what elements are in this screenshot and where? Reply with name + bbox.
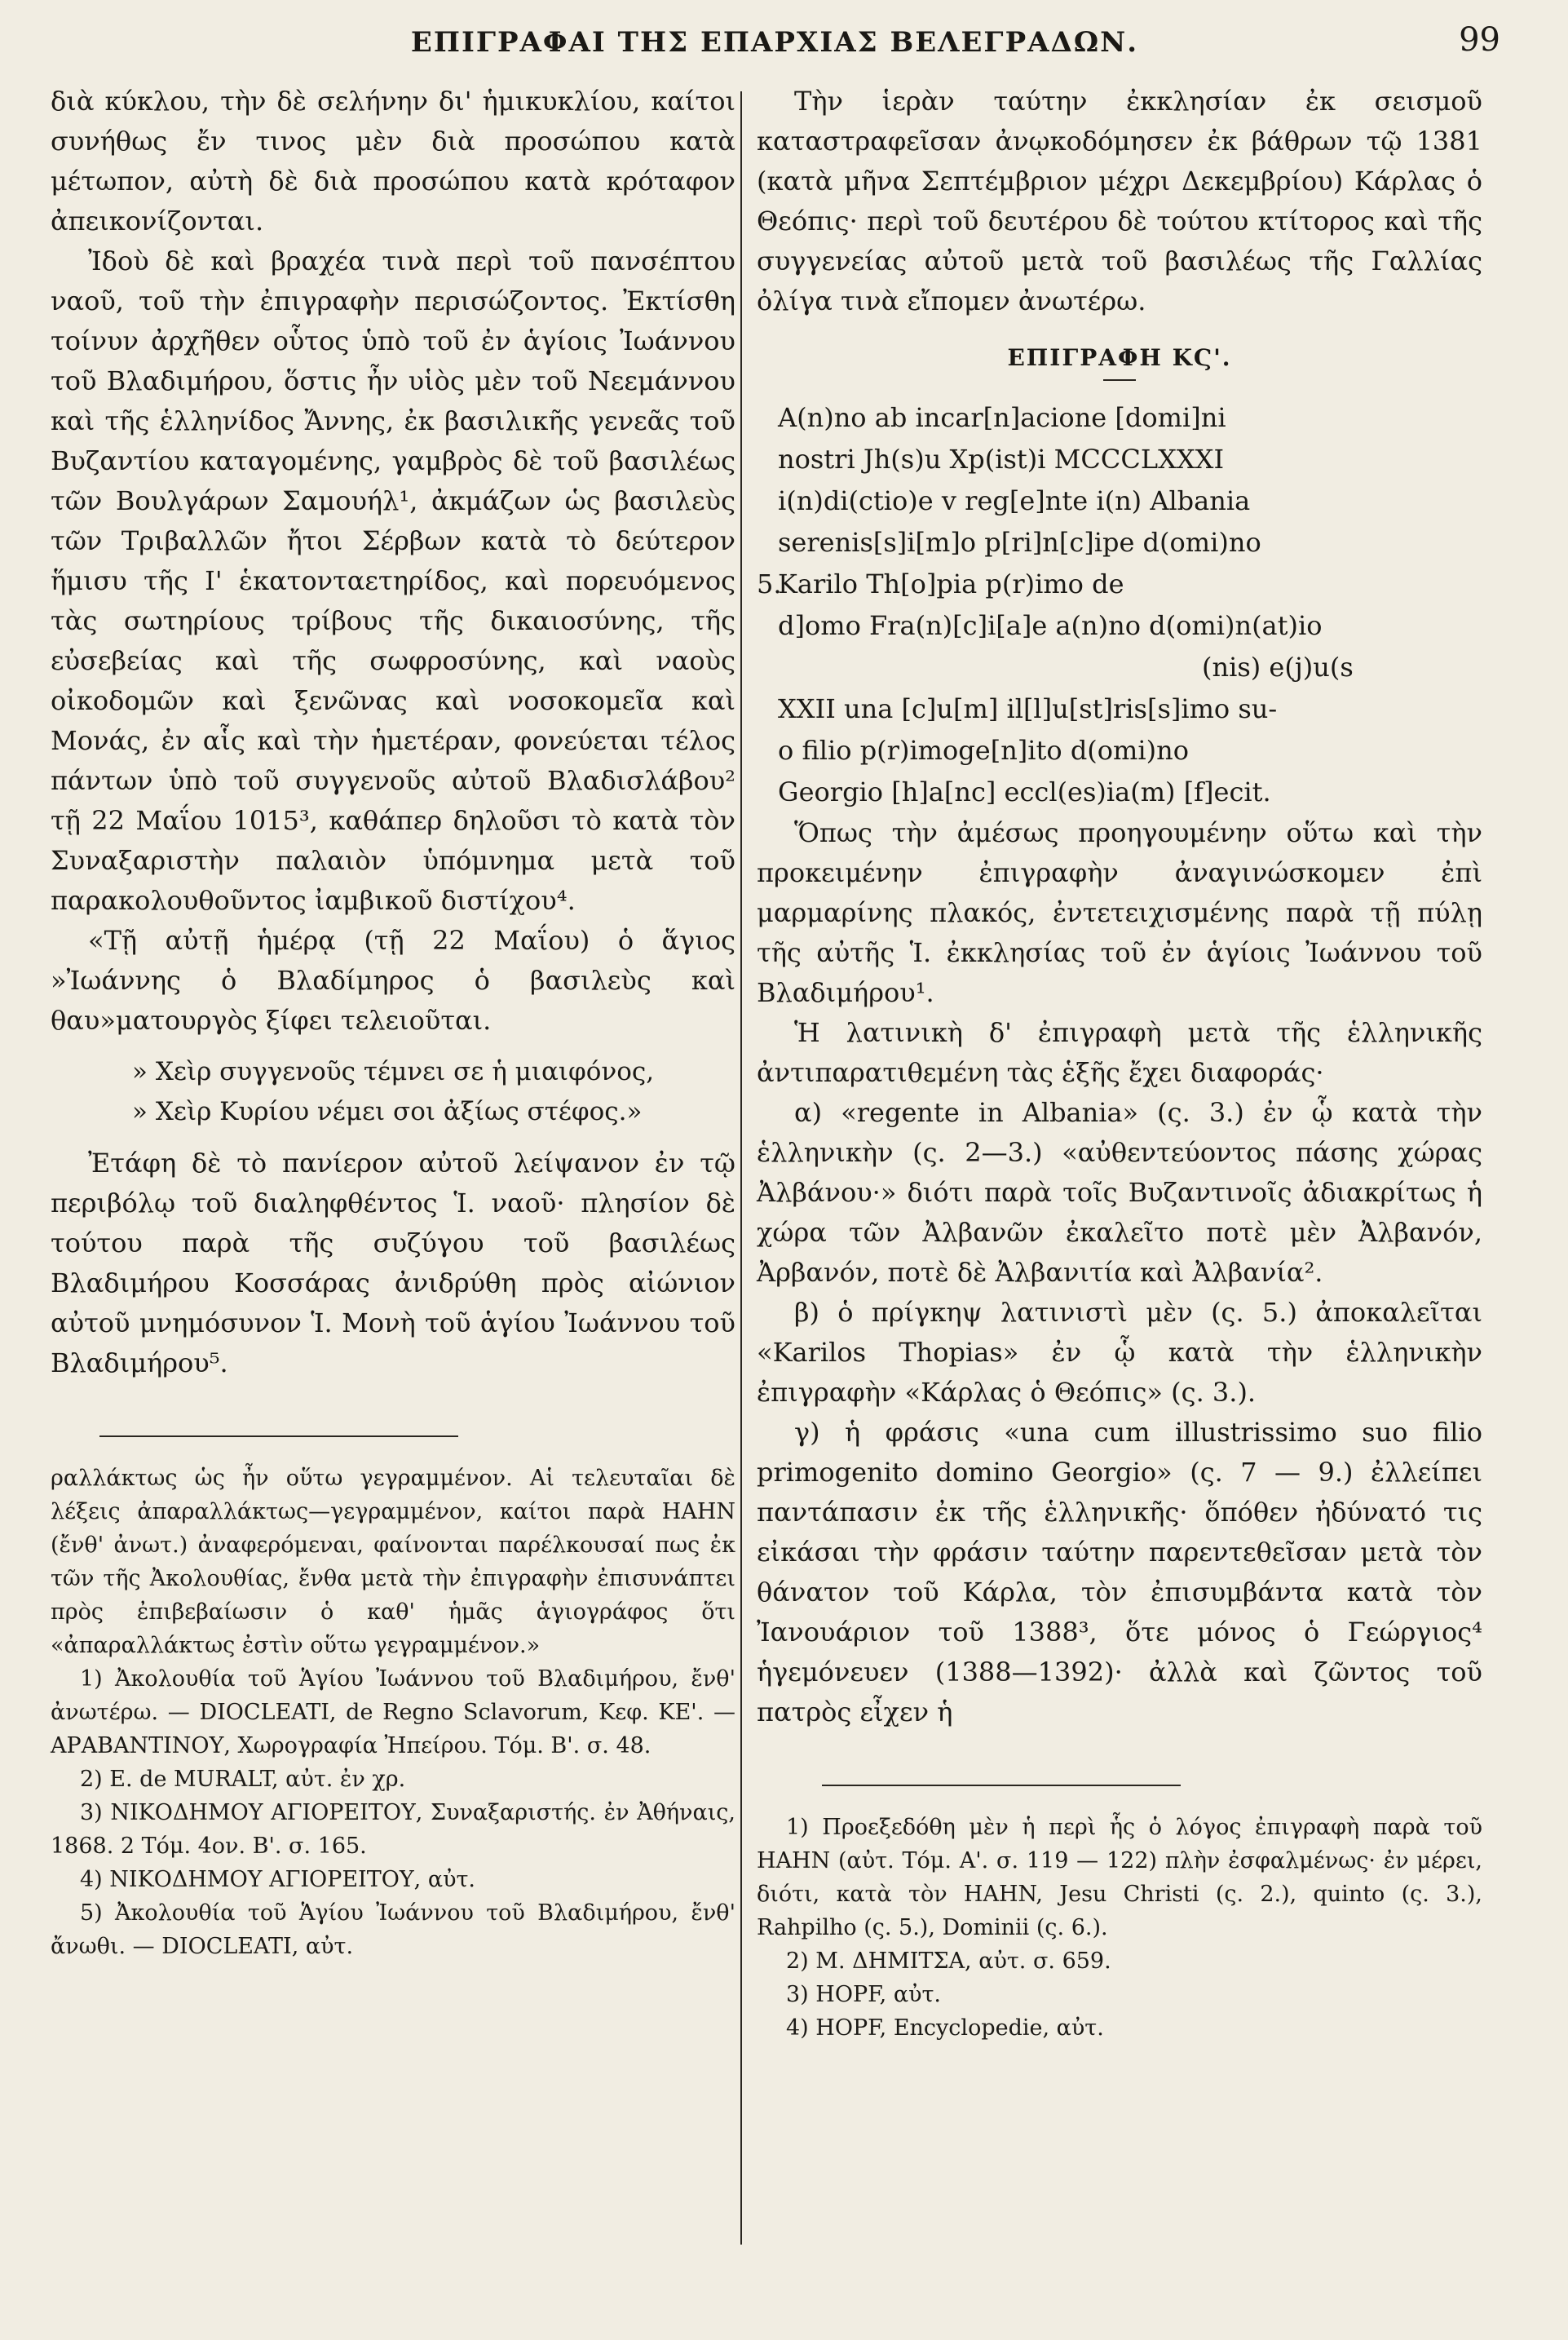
verse-line-2: » Χεὶρ Κυρίου νέμει σοι ἀξίως στέφος.»	[132, 1097, 643, 1126]
footnote-continued: ραλλάκτως ὡς ἦν οὕτω γεγραμμένον. Αἱ τελευταῖαι δὲ λέξεις ἀπαραλλάκτως—γεγραμμένον, καίτοι παρὰ ΗΑΗΝ (ἔνθ' ἀνωτ.) ἀναφερόμεναι, φαίνονται παρέλκουσαί πως ἐκ τῶν τῆς Ἀκολουθίας, ἔνθα μετὰ τὴν ἐπιγραφὴν ἐπισυνάπτει πρὸς ἐπιβεβαίωσιν ὁ καθ' ἡμᾶς ἁγιογράφος ὅτι «ἀπαραλλάκτως ἐστὶν οὕτω γεγραμμένον.»	[51, 1466, 735, 1658]
footnote-1-left: 1) Ἀκολουθία τοῦ Ἁγίου Ἰωάννου τοῦ Βλαδιμήρου, ἔνθ' ἀνωτέρω. — DIOCLEATI, de Regno Sclavorum, Κεφ. ΚΕ'. — ΑΡΑΒΑΝΤΙΝΟΥ, Χωρογραφία Ἠπείρου. Τόμ. Β'. σ. 48.	[51, 1666, 735, 1758]
left-paragraph-1: διὰ κύκλου, τὴν δὲ σελήνην δι' ἡμικυκλίου, καίτοι συνήθως ἔν τινος μὲν διὰ προσώπου κατὰ μέτωπον, αὐτὴ δὲ διὰ προσώπου κατὰ κρόταφον ἀπεικονίζονται.	[51, 86, 735, 237]
footnote-3-right: 3) HOPF, αὐτ.	[786, 1982, 942, 2007]
right-paragraph-5: β) ὁ πρίγκηψ λατινιστὶ μὲν (ς. 5.) ἀποκαλεῖται «Karilos Thopias» ἐν ᾧ κατὰ τὴν ἑλληνικὴν ἐπιγραφὴν «Κάρλας ὁ Θεόπις» (ς. 3.).	[757, 1297, 1482, 1408]
right-paragraph-6: γ) ἡ φράσις «una cum illustrissimo suo filio primogenito domino Georgio» (ς. 7 — 9.) ἐλλείπει παντάπασιν ἐκ τῆς ἑλληνικῆς· ὅπόθεν ἠδύνατό τις εἰκάσαι τὴν φράσιν ταύτην παρεντεθεῖσαν μετὰ τὸν θάνατον τοῦ Κάρλα, τὸν ἐπισυμβάντα κατὰ τὸν Ἰανουάριον τοῦ 1388³, ὅτε μόνος ὁ Γεώργιος⁴ ἡγεμόνευεν (1388—1392)· ἀλλὰ καὶ ζῶντος τοῦ πατρὸς εἶχεν ἡ	[757, 1417, 1483, 1727]
footnote-4-right: 4) HOPF, Encyclopedie, αὐτ.	[786, 2015, 1104, 2041]
running-title: ΕΠΙΓΡΑΦΑΙ ΤΗΣ ΕΠΑΡΧΙΑΣ ΒΕΛΕΓΡΑΔΩΝ.	[410, 26, 1139, 59]
column-divider	[740, 91, 742, 2245]
inscription-line: nostri Jh(s)u Xp(ist)i MCCCLXXXI	[778, 444, 1225, 475]
heading-dash	[1103, 379, 1136, 381]
right-paragraph-1: Τὴν ἱερὰν ταύτην ἐκκλησίαν ἐκ σεισμοῦ καταστραφεῖσαν ἀνῳκοδόμησεν ἐκ βάθρων τῷ 1381 (κατὰ μῆνα Σεπτέμβριον μέχρι Δεκεμβρίου) Κάρλας ὁ Θεόπις· περὶ τοῦ δευτέρου δὲ τούτου κτίτορος καὶ τῆς συγγενείας αὐτοῦ μετὰ τοῦ βασιλέως τῆς Γαλλίας ὀλίγα τινὰ εἴπομεν ἀνωτέρω.	[757, 86, 1482, 316]
footnote-4-left: 4) ΝΙΚΟΔΗΜΟΥ ΑΓΙΟΡΕΙΤΟΥ, αὐτ.	[80, 1867, 475, 1892]
footnote-rule-left	[99, 1435, 458, 1437]
footnote-2-left: 2) E. de MURALT, αὐτ. ἐν χρ.	[80, 1767, 406, 1792]
inscription-line: serenis[s]i[m]o p[ri]n[c]ipe d(omi)no	[778, 527, 1261, 558]
page-number: 99	[1459, 21, 1500, 59]
inscription-line: Georgio [h]a[nc] eccl(es)ia(m) [f]ecit.	[778, 776, 1271, 807]
left-paragraph-2: Ἰδοὺ δὲ καὶ βραχέα τινὰ περὶ τοῦ πανσέπτου ναοῦ, τοῦ τὴν ἐπιγραφὴν περισώζοντος. Ἐκτίσθη τοίνυν ἀρχῆθεν οὗτος ὑπὸ τοῦ ἐν ἁγίοις Ἰωάννου τοῦ Βλαδιμήρου, ὅστις ἦν υἱὸς μὲν τοῦ Νεεμάννου καὶ τῆς ἑλληνίδος Ἄννης, ἐκ βασιλικῆς γενεᾶς τοῦ Βυζαντίου καταγομένης, γαμβρὸς δὲ τοῦ βασιλέως τῶν Βουλγάρων Σαμουήλ¹, ἀκμάζων ὡς βασιλεὺς τῶν Τριβαλλῶν ἤτοι Σέρβων κατὰ τὸ δεύτερον ἥμισυ τῆς Ι' ἑκατονταετηρίδος, καὶ πορευόμενος τὰς σωτηρίους τρίβους τῆς δικαιοσύνης, τῆς εὐσεβείας καὶ τῆς σωφροσύνης, καὶ ναοὺς οἰκοδομῶν καὶ ξενῶνας καὶ νοσοκομεῖα καὶ Μονάς, ἐν αἷς καὶ τὴν ἡμετέραν, φονεύεται τέλος πάντων ὑπὸ τοῦ συγγενοῦς αὐτοῦ Βλαδισλάβου² τῇ 22 Μαΐου 1015³, καθάπερ δηλοῦσι τὸ κατὰ τὸν Συναξαριστὴν παλαιὸν ὑπόμνημα μετὰ τοῦ παρακολουθοῦντος ἰαμβικοῦ διστίχου⁴.	[51, 246, 735, 916]
footnote-2-right: 2) Μ. ΔΗΜΙΤΣΑ, αὐτ. σ. 659.	[786, 1949, 1111, 1974]
inscription-line: 5.Karilo Th[o]pia p(r)imo de	[757, 568, 1124, 599]
left-column	[51, 82, 735, 1963]
inscription-line: (nis) e(j)u(s	[1202, 652, 1354, 683]
right-paragraph-4: α) «regente in Albania» (ς. 3.) ἐν ᾧ κατὰ τὴν ἑλληνικὴν (ς. 2—3.) «αὐθεντεύοντος πάσης χώρας Ἀλβάνου·» διότι παρὰ τοῖς Βυζαντινοῖς ἀδιακρίτως ἡ χώρα τῶν Ἀλβανῶν ἐκαλεῖτο ποτὲ μὲν Ἀλβανόν, Ἀρβανόν, ποτὲ δὲ Ἀλβανιτία καὶ Ἀλβανία².	[757, 1097, 1482, 1288]
inscription-line: A(n)no ab incar[n]acione [domi]ni	[778, 402, 1226, 433]
left-paragraph-3: «Τῇ αὐτῇ ἡμέρᾳ (τῇ 22 Μαΐου) ὁ ἅγιος »Ἰωάννης ὁ Βλαδίμηρος ὁ βασιλεὺς καὶ θαυ»ματουργὸς ξίφει τελειοῦται.	[51, 925, 735, 1036]
right-column	[757, 82, 1482, 2045]
right-paragraph-2: Ὅπως τὴν ἀμέσως προηγουμένην οὕτω καὶ τὴν προκειμένην ἐπιγραφὴν ἀναγινώσκομεν ἐπὶ μαρμαρίνης πλακός, ἐντετειχισμένης παρὰ τῇ πύλῃ τῆς αὐτῆς Ἱ. ἐκκλησίας τοῦ ἐν ἁγίοις Ἰωάννου τοῦ Βλαδιμήρου¹.	[757, 817, 1482, 1008]
latin-inscription	[757, 397, 1482, 813]
footnote-3-left: 3) ΝΙΚΟΔΗΜΟΥ ΑΓΙΟΡΕΙΤΟΥ, Συναξαριστής. ἐν Ἀθήναις, 1868. 2 Τόμ. 4ον. Β'. σ. 165.	[51, 1800, 735, 1859]
left-paragraph-4: Ἐτάφη δὲ τὸ πανίερον αὐτοῦ λείψανον ἐν τῷ περιβόλῳ τοῦ διαληφθέντος Ἱ. ναοῦ· πλησίον δὲ τούτου παρὰ τῆς συζύγου τοῦ βασιλέως Βλαδιμήρου Κοσσάρας ἀνιδρύθη πρὸς αἰώνιον αὐτοῦ μνημόσυνον Ἱ. Μονὴ τοῦ ἁγίου Ἰωάννου τοῦ Βλαδιμήρου⁵.	[51, 1148, 735, 1378]
footnote-rule-right	[822, 1785, 1181, 1786]
footnote-5-left: 5) Ἀκολουθία τοῦ Ἁγίου Ἰωάννου τοῦ Βλαδιμήρου, ἔνθ' ἄνωθι. — DIOCLEATI, αὐτ.	[51, 1900, 735, 1959]
inscription-line: XXII una [c]u[m] il[l]u[st]ris[s]imo su-	[778, 693, 1278, 724]
footnote-1-right: 1) Προεξεδόθη μὲν ἡ περὶ ἧς ὁ λόγος ἐπιγραφὴ παρὰ τοῦ HAHN (αὐτ. Τόμ. Α'. σ. 119 — 122) πλὴν ἐσφαλμένως· ἐν μέρει, διότι, κατὰ τὸν HAHN, Jesu Christi (ς. 2.), quinto (ς. 3.), Rahpilho (ς. 5.), Dominii (ς. 6.).	[757, 1815, 1482, 1940]
right-paragraph-3: Ἡ λατινικὴ δ' ἐπιγραφὴ μετὰ τῆς ἑλληνικῆς ἀντιπαρατιθεμένη τὰς ἑξῆς ἔχει διαφοράς·	[757, 1017, 1482, 1088]
inscription-line: o filio p(r)imoge[n]ito d(omi)no	[778, 735, 1189, 766]
verse-line-1: » Χεὶρ συγγενοῦς τέμνει σε ἡ μιαιφόνος,	[132, 1057, 655, 1086]
inscription-heading: ΕΠΙΓΡΑΦΗ ΚϚ'.	[1007, 344, 1232, 371]
running-header	[49, 18, 1500, 67]
inscription-line: d]omo Fra(n)[c]i[a]e a(n)no d(omi)n(at)io	[778, 610, 1323, 641]
inscription-line: i(n)di(ctio)e v reg[e]nte i(n) Albania	[778, 485, 1251, 516]
